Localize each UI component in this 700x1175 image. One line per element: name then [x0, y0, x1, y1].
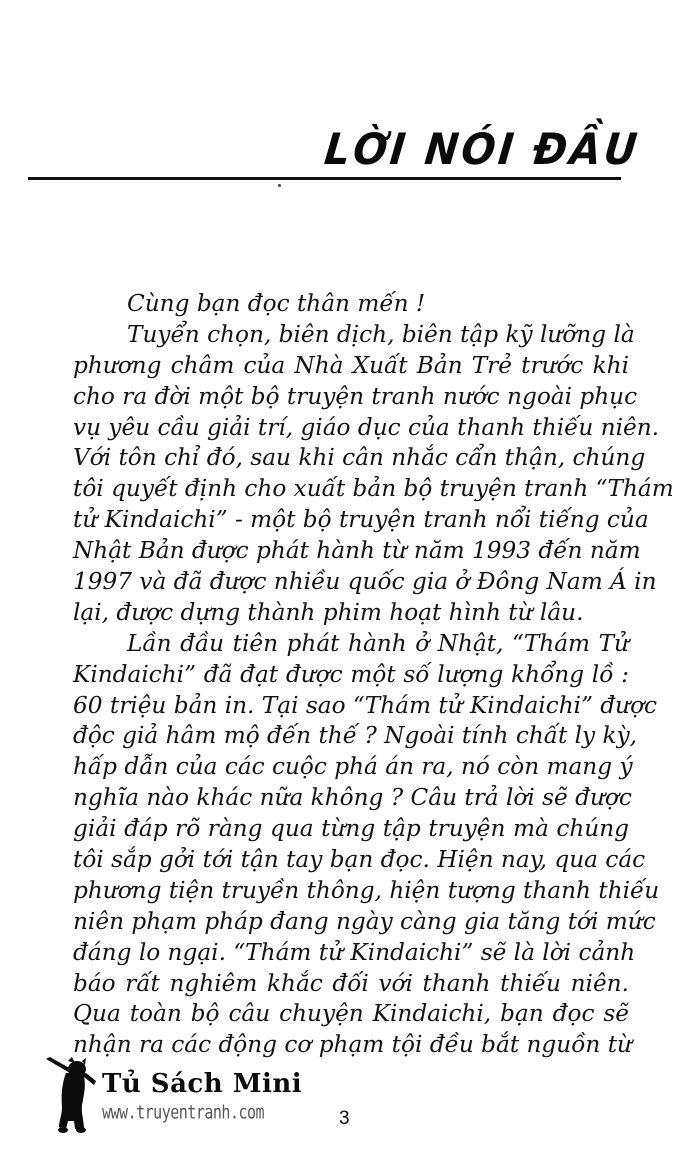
salutation-line: Cùng bạn đọc thân mến !: [127, 290, 426, 317]
body-line: Kindaichi” đã đạt được một số lượng khổng lồ :: [73, 660, 629, 688]
body-line: nghĩa nào khác nữa không ? Câu trả lời sẽ được: [73, 784, 632, 812]
body-line: Lần đầu tiên phát hành ở Nhật, “Thám Tử: [127, 629, 629, 657]
body-line: niên phạm pháp đang ngày càng gia tăng tới mức: [73, 907, 656, 935]
title-underline-divider: [28, 177, 621, 180]
publisher-logo: [44, 1055, 303, 1145]
body-line: Nhật Bản được phát hành từ năm 1993 đến năm: [73, 537, 641, 565]
body-line: Với tôn chỉ đó, sau khi cân nhắc cẩn thận, chúng: [73, 444, 646, 472]
body-line: tôi sắp gởi tới tận tay bạn đọc. Hiện nay, qua các: [73, 846, 646, 874]
body-line: phương châm của Nhà Xuất Bản Trẻ trước khi: [73, 351, 629, 379]
page-title: LỜI NÓI ĐẦU: [322, 125, 643, 175]
body-line: báo rất nghiêm khắc đối với thanh thiếu niên.: [73, 969, 629, 997]
ninja-silhouette-icon: [44, 1055, 108, 1135]
body-line: tôi quyết định cho xuất bản bộ truyện tranh “Thám: [73, 475, 674, 503]
body-line: 1997 và đã được nhiều quốc gia ở Đông Nam Á in: [73, 568, 657, 596]
preface-body: [73, 289, 674, 1061]
body-line: 60 triệu bản in. Tại sao “Thám tử Kindaichi” được: [73, 691, 658, 719]
body-line: đáng lo ngại. “Thám tử Kindaichi” sẽ là lời cảnh: [73, 938, 636, 966]
speck-mark: [278, 184, 281, 187]
logo-title: Tủ Sách Mini: [102, 1069, 303, 1099]
body-line: phương tiện truyền thông, hiện tượng thanh thiếu: [73, 876, 660, 904]
body-line: tử Kindaichi” - một bộ truyện tranh nổi tiếng của: [73, 506, 649, 534]
body-line: Qua toàn bộ câu chuyện Kindaichi, bạn đọc sẽ: [73, 1000, 629, 1028]
logo-url: www.truyentranh.com: [102, 1101, 265, 1124]
body-line: Tuyển chọn, biên dịch, biên tập kỹ lưỡng là: [127, 320, 635, 348]
body-line: hấp dẫn của các cuộc phá án ra, nó còn mang ý: [73, 753, 633, 781]
page-number: 3: [339, 1108, 350, 1129]
body-line: vụ yêu cầu giải trí, giáo dục của thanh thiếu niên.: [73, 413, 660, 441]
body-line: lại, được dựng thành phim hoạt hình từ lâu.: [73, 598, 584, 626]
body-line: cho ra đời một bộ truyện tranh nước ngoài phục: [73, 382, 638, 410]
body-line: giải đáp rõ ràng qua từng tập truyện mà chúng: [73, 815, 629, 843]
body-line: độc giả hâm mộ đến thế ? Ngoài tính chất ly kỳ,: [73, 722, 638, 750]
body-line: nhận ra các động cơ phạm tội đều bắt nguồn từ: [73, 1031, 632, 1059]
